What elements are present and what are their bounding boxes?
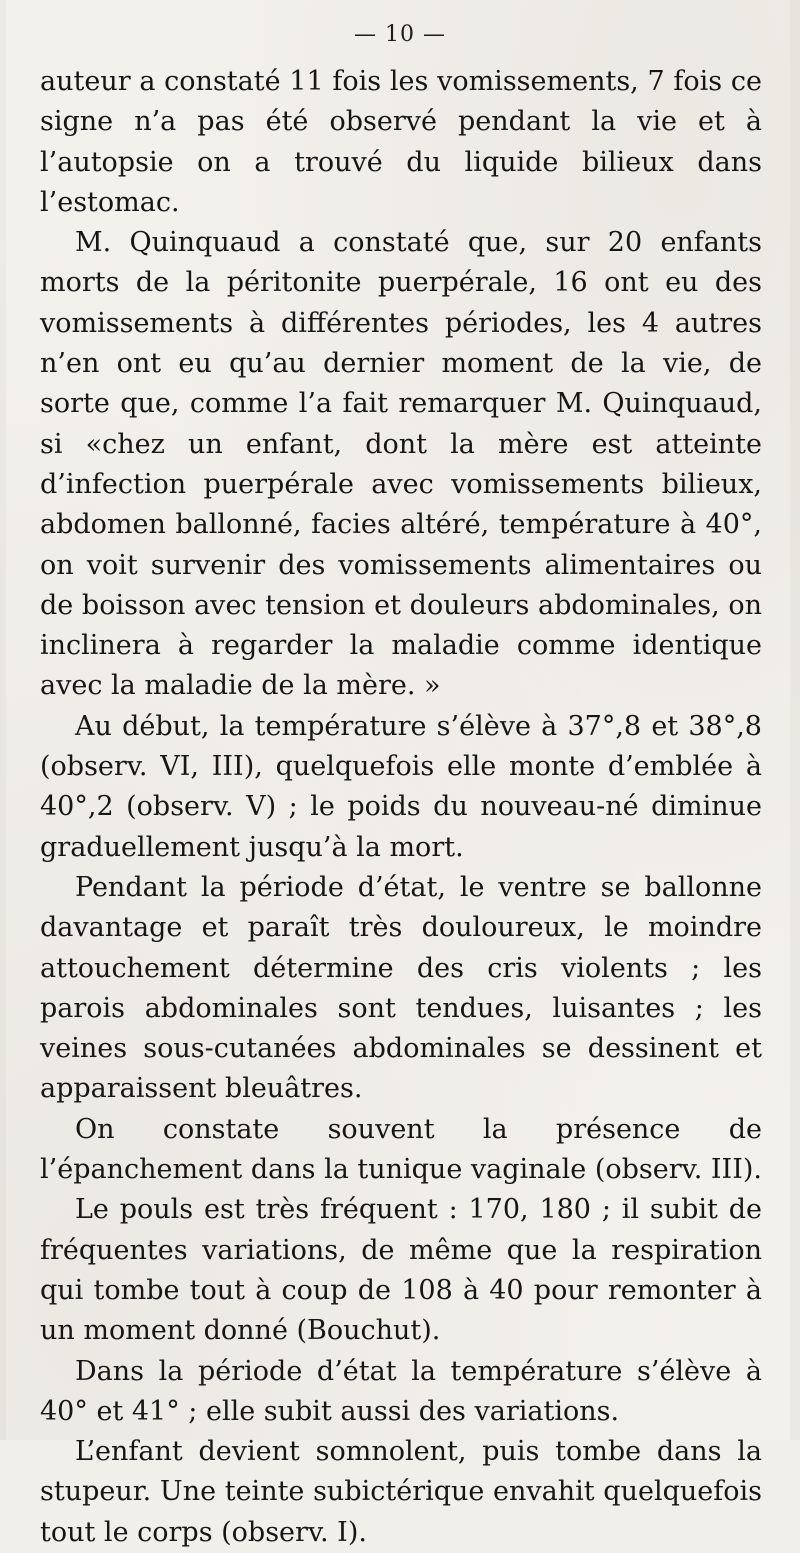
paragraph-temperature-etat: Dans la période d’état la température s’élève à 40° et 41° ; elle subit aussi des variations. [40,1355,762,1427]
paragraph-pouls: Le pouls est très fréquent : 170, 180 ; il subit de fréquentes variations, de même que la respiration qui tombe tout à coup de 108 à 40 pour remonter à un moment donné (Bouchut). [40,1194,762,1347]
paragraph-debut-temperature: Au début, la température s’élève à 37°,8 et 38°,8 (observ. VI, III), quelquefois elle monte d’emblée à 40°,2 (observ. V) ; le poids du nouveau-né diminue graduellement jusqu’à la mort. [40,710,762,863]
page-body [40,62,762,1553]
page-number-header: — 10 — [354,22,446,47]
paragraph-continuation: auteur a constaté 11 fois les vomissements, 7 fois ce signe n’a pas été observé pendant la vie et à l’autopsie on a trouvé du liquide bilieux dans l’estomac. [40,66,762,218]
paragraph-periode-etat: Pendant la période d’état, le ventre se ballonne davantage et paraît très douloureux, le moindre attouchement détermine des cris violents ; les parois abdominales sont tendues, luisantes ; les veines sous-cutanées abdominales se dessinent et apparaissent bleuâtres. [40,871,762,1105]
paragraph-epanchement: On constate souvent la présence de l’épanchement dans la tunique vaginale (observ. III). [40,1113,762,1186]
paragraph-quinquaud: M. Quinquaud a constaté que, sur 20 enfants morts de la péritonite puerpérale, 16 ont eu des vomissements à différentes périodes, les 4 autres n’en ont eu qu’au dernier moment de la vie, de sorte que, comme l’a fait remarquer M. Quinquaud, si «chez un enfant, dont la mère est atteinte d’infection puerpérale avec vomissements bilieux, abdomen ballonné, facies altéré, température à 40°, on voit survenir des vomissements alimentaires ou de boisson avec tension et douleurs abdominales, on inclinera à regarder la maladie comme identique avec la maladie de la mère. » [40,227,762,702]
paragraph-somnolence: L’enfant devient somnolent, puis tombe dans la stupeur. Une teinte subictérique envahit quelquefois tout le corps (observ. I). [40,1436,762,1548]
